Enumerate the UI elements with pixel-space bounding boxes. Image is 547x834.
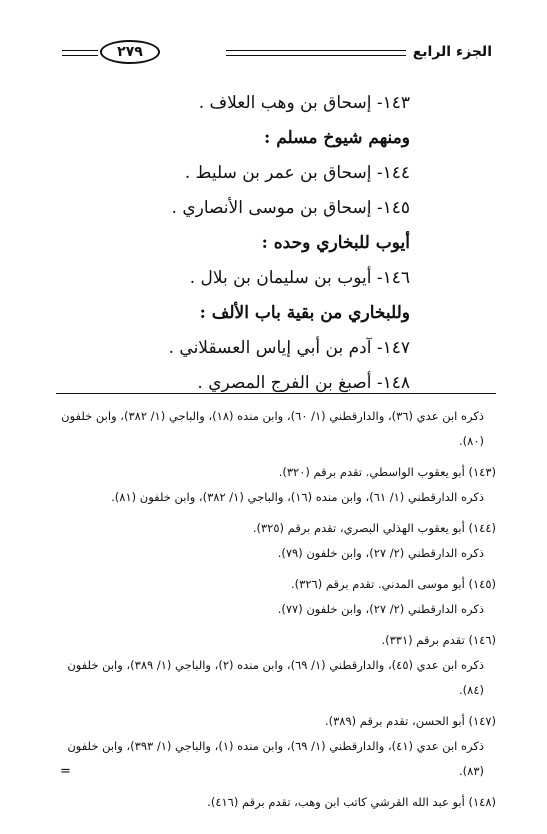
- footnote-entry: (١٤٦) تقدم برقم (٣٣١).: [381, 633, 496, 647]
- continuation-mark: =: [60, 764, 71, 779]
- footnote-citation: ذكره الدارقطني (٢/ ٢٧)، وابن خلفون (٧٩).: [277, 546, 484, 560]
- footnote-entry: (١٤٤) أبو يعقوب الهذلي البصري، تقدم برقم (٣٢٥).: [252, 521, 496, 535]
- entry-line: ١٤٣- إسحاق بن وهب العلاف .: [198, 93, 410, 113]
- footnote-entry: (١٤٧) أبو الحسن، تقدم برقم (٣٨٩).: [324, 714, 496, 728]
- footnote-entry: (١٤٥) أبو موسى المدني. تقدم برقم (٣٢٦).: [291, 577, 496, 591]
- entry-line: ١٤٦- أيوب بن سليمان بن بلال .: [189, 268, 410, 288]
- footnote-citation: ذكره ابن عدي (٣٦)، والدارقطني (١/ ٦٠)، وابن منده (١٨)، والباجي (١/ ٣٨٢)، وابن خلفون (٨٠).: [61, 409, 484, 448]
- header-double-rule-left: [62, 50, 98, 56]
- footnote-separator: [56, 393, 496, 394]
- footnote-entry: (١٤٣) أبو يعقوب الواسطي. تقدم برقم (٣٢٠).: [278, 465, 496, 479]
- footnote-citation: ذكره ابن عدي (٤٥)، والدارقطني (١/ ٦٩)، وابن منده (٢)، والباجي (١/ ٣٨٩)، وابن خلفون (٨٤).: [67, 658, 484, 697]
- main-text: [70, 86, 410, 401]
- entry-line: ١٤٤- إسحاق بن عمر بن سليط .: [184, 163, 410, 183]
- entry-line: ١٤٥- إسحاق بن موسى الأنصاري .: [171, 198, 410, 218]
- running-title: الجزء الرابع: [412, 44, 492, 60]
- section-heading: وللبخاري من بقية باب الألف :: [199, 303, 410, 323]
- footnotes: [56, 404, 496, 815]
- page-header: [62, 36, 492, 68]
- entry-line: ١٤٧- آدم بن أبي إياس العسقلاني .: [168, 338, 410, 358]
- footnote-citation: ذكره الدارقطني (١/ ٦١)، وابن منده (١٦)، والباجي (١/ ٣٨٢)، وابن خلفون (٨١).: [111, 490, 484, 504]
- entry-line: ١٤٨- أصبغ بن الفرج المصري .: [197, 373, 410, 393]
- section-heading: أيوب للبخاري وحده :: [261, 233, 410, 253]
- header-double-rule: [226, 50, 406, 56]
- section-heading: ومنهم شيوخ مسلم :: [264, 128, 410, 148]
- footnote-citation: ذكره ابن عدي (٤١)، والدارقطني (١/ ٦٩)، وابن منده (١)، والباجي (١/ ٣٩٣)، وابن خلفون (٨٣).: [67, 739, 484, 778]
- page-number: ٢٧٩: [100, 40, 160, 64]
- footnote-entry: (١٤٨) أبو عبد الله القرشي كاتب ابن وهب، تقدم برقم (٤١٦).: [207, 795, 496, 809]
- footnote-citation: ذكره الدارقطني (٢/ ٢٧)، وابن خلفون (٧٧).: [277, 602, 484, 616]
